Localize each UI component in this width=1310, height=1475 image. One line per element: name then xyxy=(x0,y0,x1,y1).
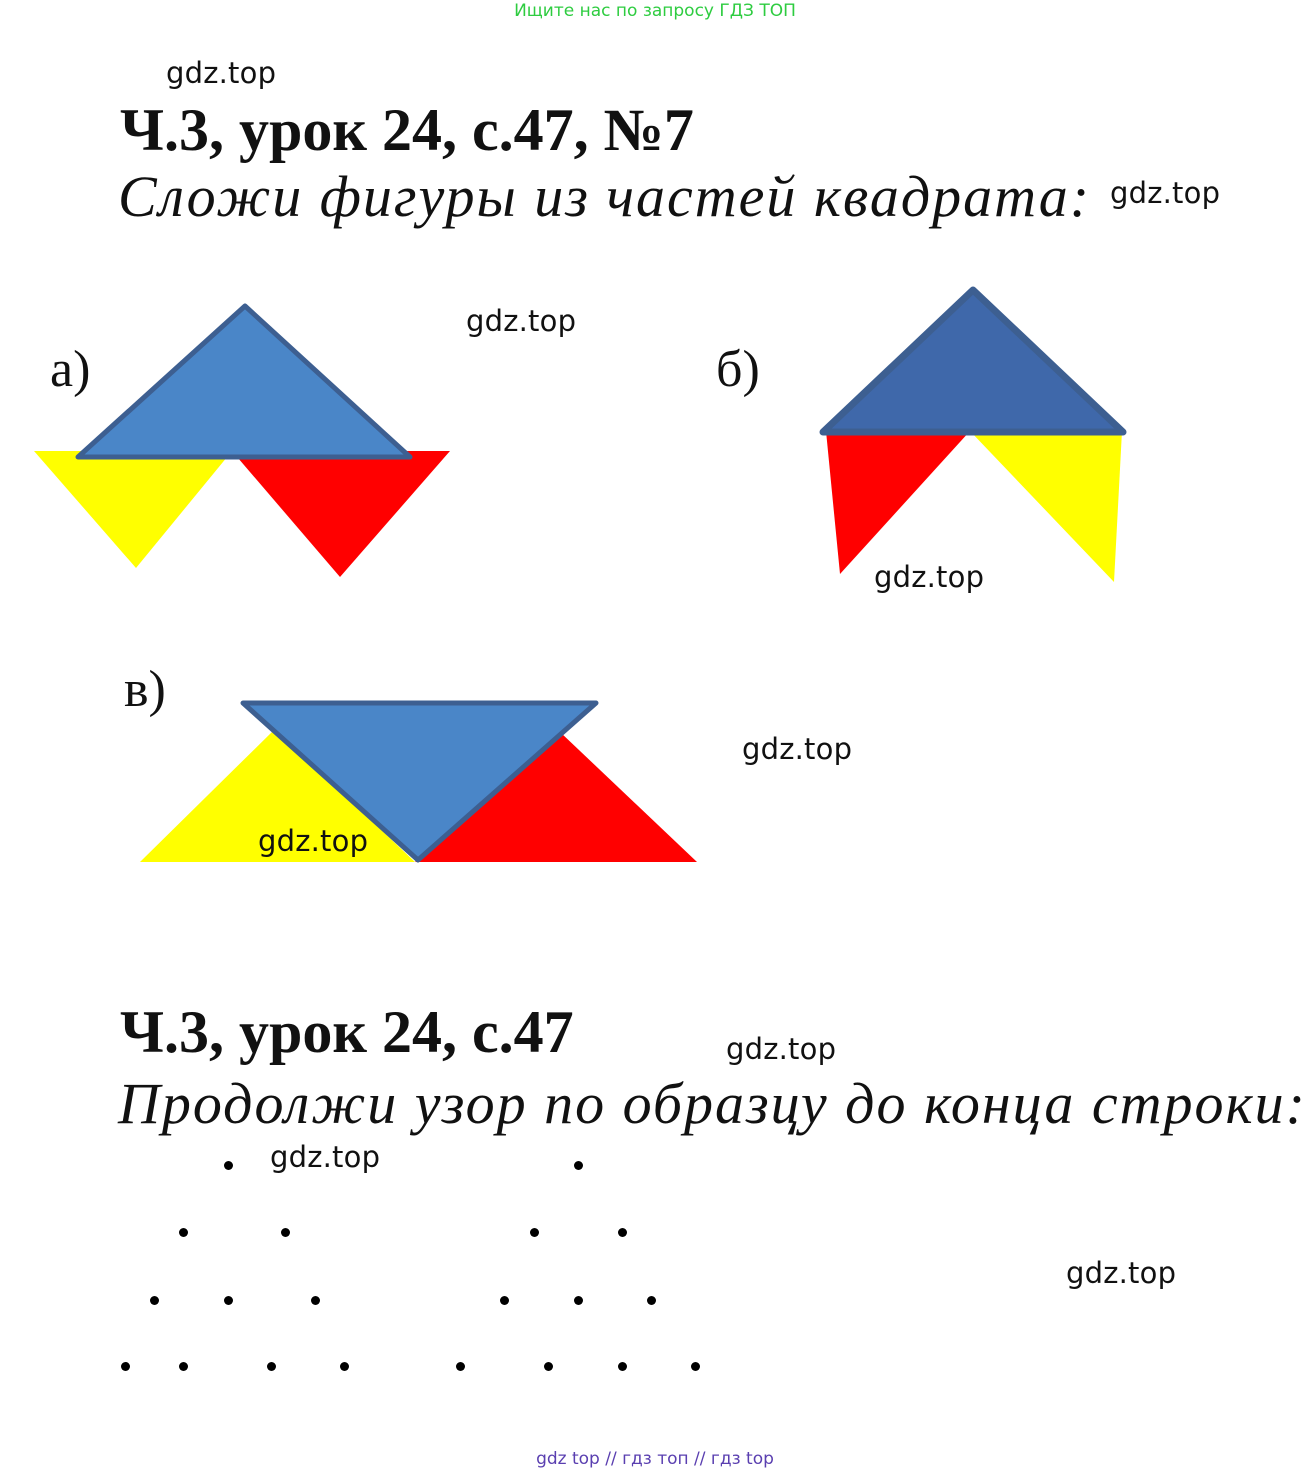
label-v: в) xyxy=(124,661,166,718)
blue-triangle xyxy=(823,290,1123,432)
dot xyxy=(544,1362,553,1371)
dot xyxy=(224,1296,233,1305)
dot xyxy=(530,1228,539,1237)
dot xyxy=(224,1161,233,1170)
dot xyxy=(691,1362,700,1371)
watermark: gdz.top xyxy=(1066,1256,1177,1290)
dot xyxy=(121,1362,130,1371)
red-triangle xyxy=(826,431,970,574)
yellow-triangle xyxy=(34,451,232,568)
task2-heading: Ч.3, урок 24, с.47 xyxy=(120,999,574,1065)
dot xyxy=(311,1296,320,1305)
dot xyxy=(150,1296,159,1305)
task2-instruction: Продолжи узор по образцу до конца строки: xyxy=(118,1071,1307,1136)
dot xyxy=(618,1228,627,1237)
dot xyxy=(647,1296,656,1305)
label-b: б) xyxy=(716,341,760,398)
watermark: gdz.top xyxy=(258,824,369,858)
dot xyxy=(574,1296,583,1305)
watermark: gdz.top xyxy=(1110,176,1221,210)
watermark: gdz.top xyxy=(466,304,577,338)
yellow-triangle xyxy=(970,431,1122,582)
dot xyxy=(281,1228,290,1237)
dot xyxy=(179,1228,188,1237)
watermark: gdz.top xyxy=(166,56,277,90)
search-banner: Ищите нас по запросу ГДЗ ТОП xyxy=(514,1,796,21)
figure-a xyxy=(34,306,450,577)
dot xyxy=(340,1362,349,1371)
footer-links[interactable]: gdz top // гдз топ // гдз top xyxy=(536,1449,774,1469)
figure-b xyxy=(823,290,1123,582)
watermark: gdz.top xyxy=(874,560,985,594)
figure-v xyxy=(140,703,697,862)
watermark: gdz.top xyxy=(726,1032,837,1066)
dot xyxy=(456,1362,465,1371)
task1-instruction: Сложи фигуры из частей квадрата: xyxy=(118,164,1092,229)
watermark: gdz.top xyxy=(742,732,853,766)
dot xyxy=(179,1362,188,1371)
task1-heading: Ч.3, урок 24, с.47, №7 xyxy=(120,97,694,163)
dot xyxy=(500,1296,509,1305)
dot xyxy=(267,1362,276,1371)
dot xyxy=(618,1362,627,1371)
blue-triangle xyxy=(78,306,410,457)
label-a: а) xyxy=(50,341,91,398)
red-triangle xyxy=(232,451,450,577)
watermark: gdz.top xyxy=(270,1140,381,1174)
dot xyxy=(574,1161,583,1170)
